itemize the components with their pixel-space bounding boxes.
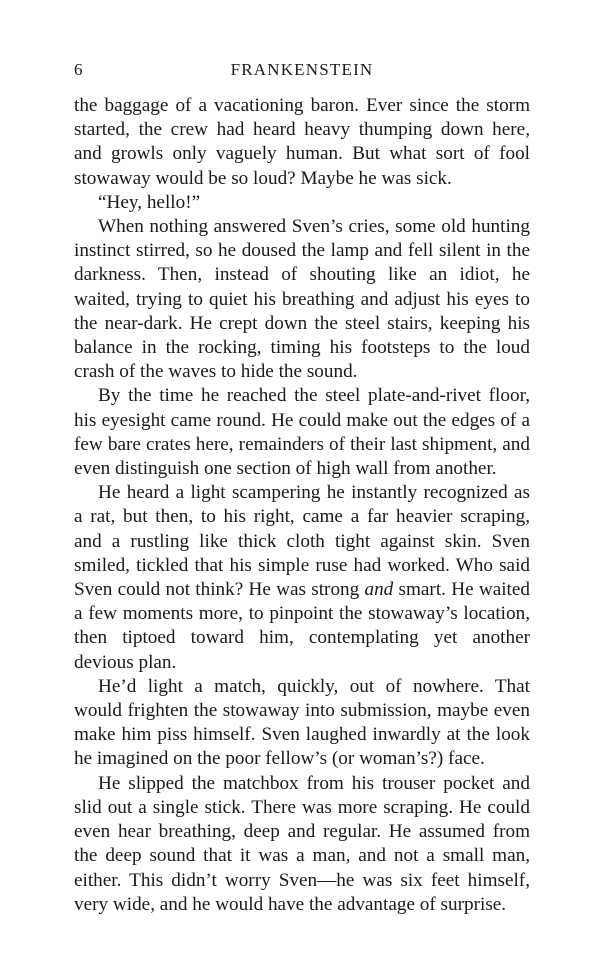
paragraph	[74, 94, 530, 191]
text-segment: He heard a light scampering he instantly recognized as a rat, but then, to his right, came a far heavier scraping, and a rustling like thick cloth tight against skin. Sven smiled, tickled that his simple ruse had worked. Who said Sven could not think? He was strong	[74, 482, 530, 601]
text-segment: By the time he reached the steel plate-and-rivet floor, his eyesight came round. He could make out the edges of a few bare crates here, remainders of their last shipment, and even distinguish one section of high wall from another.	[74, 385, 530, 480]
book-page	[74, 60, 530, 917]
paragraph	[74, 772, 530, 917]
text-segment: the baggage of a vacationing baron. Ever since the storm started, the crew had heard heavy thumping down here, and growls only vaguely human. But what sort of fool stowaway would be so loud? Maybe he was sick.	[74, 95, 530, 189]
italic-emphasis: and	[364, 579, 394, 601]
page-number: 6	[74, 60, 84, 79]
book-title: FRANKENSTEIN	[230, 60, 374, 79]
paragraph	[74, 191, 530, 215]
text-segment: “Hey, hello!”	[98, 191, 201, 213]
paragraph	[74, 675, 530, 772]
text-segment: He’d light a match, quickly, out of nowhere. That would frighten the stowaway into submission, maybe even make him piss himself. Sven laughed inwardly at the look he imagined on the poor fellow’s (or woman’s?) face.	[74, 675, 530, 770]
text-segment: When nothing answered Sven’s cries, some old hunting instinct stirred, so he doused the lamp and fell silent in the darkness. Then, instead of shouting like an idiot, he waited, trying to quiet his breathing and adjust his eyes to the near-dark. He crept down the steel stairs, keeping his balance in the rocking, timing his footsteps to the loud crash of the waves to hide the sound.	[74, 216, 530, 383]
text-segment: He slipped the matchbox from his trouser pocket and slid out a single stick. There was more scraping. He could even hear breathing, deep and regular. He assumed from the deep sound that it was a man, and not a small man, either. This didn’t worry Sven—he was six feet himself, very wide, and he would have the advantage of surprise.	[74, 772, 530, 915]
paragraph	[74, 481, 530, 675]
paragraph	[74, 215, 530, 384]
running-header	[74, 60, 530, 84]
body-text	[74, 94, 530, 917]
text-segment: smart. He waited a few moments more, to pinpoint the stowaway’s location, then tiptoed toward him, contemplating yet another devious plan.	[74, 579, 530, 673]
paragraph	[74, 384, 530, 481]
